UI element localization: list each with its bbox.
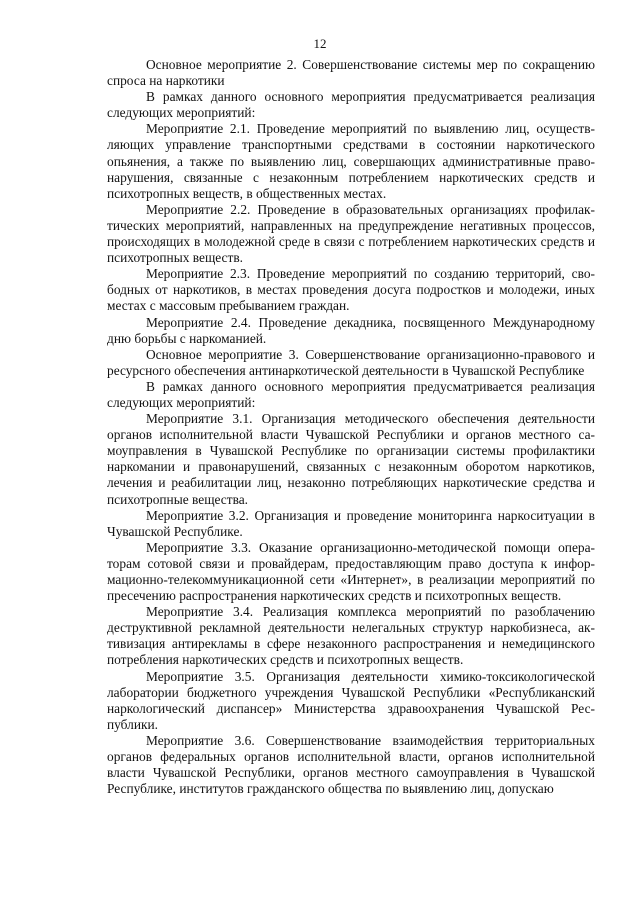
paragraph-event-2-1: Мероприятие 2.1. Проведение мероприятий по выявлению лиц, осуществляющих управление транспортными средствами в состоянии наркотического опьянения, а также по выявлению лиц, совершающих административные правонарушения, связанные с незаконным потреблением наркотических средств и психотропных веществ, в общественных местах. — [107, 121, 595, 201]
paragraph-event-3-6: Мероприятие 3.6. Совершенствование взаимодействия территориальных органов федеральных органов исполнительной власти, органов исполнительной власти Чувашской Республики, органов местного самоуправления в Чувашской Республике, институтов гражданского общества по выявлению лиц, допускаю — [107, 732, 595, 797]
paragraph-event-3-1: Мероприятие 3.1. Организация методического обеспечения деятельности органов исполнительной власти Чувашской Республики и органов местного самоуправления в Чувашской Республике по организации системы профилактики наркомании и правонарушений, связанных с незаконным оборотом наркотиков, лечения и реабилитации лиц, незаконно потребляющих наркотические средства и психотропные вещества. — [107, 411, 595, 507]
paragraph-event-3-2: Мероприятие 3.2. Организация и проведение мониторинга наркоситуации в Чувашской Республике. — [107, 507, 595, 539]
page-number: 12 — [313, 36, 327, 51]
paragraph-main-event-2: Основное мероприятие 2. Совершенствование системы мер по сокращению спроса на наркотики — [107, 57, 595, 89]
paragraph-main-event-2-intro: В рамках данного основного мероприятия предусматривается реализация следующих мероприятий: — [107, 89, 595, 121]
paragraph-event-3-3: Мероприятие 3.3. Оказание организационно-методической помощи операторам сотовой связи и провайдерам, предоставляющим право доступа к информационно-телекоммуникационной сети «Интернет», в реализации мероприятий по пресечению распространения наркотических средств и психотропных веществ. — [107, 539, 595, 604]
document-body — [107, 57, 595, 797]
paragraph-main-event-3-intro: В рамках данного основного мероприятия предусматривается реализация следующих мероприятий: — [107, 378, 595, 410]
paragraph-event-2-4: Мероприятие 2.4. Проведение декадника, посвященного Международному дню борьбы с наркоманией. — [107, 314, 595, 346]
paragraph-event-3-5: Мероприятие 3.5. Организация деятельности химико-токсикологической лаборатории бюджетного учреждения Чувашской Республики «Республиканский наркологический диспансер» Министерства здравоохранения Чувашской Республики. — [107, 668, 595, 732]
paragraph-event-2-3: Мероприятие 2.3. Проведение мероприятий по созданию территорий, свободных от наркотиков, в местах проведения досуга подростков и молодежи, иных местах с массовым пребыванием граждан. — [107, 266, 595, 314]
paragraph-event-2-2: Мероприятие 2.2. Проведение в образовательных организациях профилактических мероприятий, направленных на предупреждение негативных процессов, происходящих в молодежной среде в связи с потреблением наркотических средств и психотропных веществ. — [107, 201, 595, 266]
paragraph-event-3-4: Мероприятие 3.4. Реализация комплекса мероприятий по разоблачению деструктивной рекламной деятельности нелегальных структур наркобизнеса, активизация антирекламы в сфере незаконного распространения и немедицинского потребления наркотических средств и психотропных веществ. — [107, 604, 595, 668]
paragraph-main-event-3: Основное мероприятие 3. Совершенствование организационно-правового и ресурсного обеспечения антинаркотической деятельности в Чувашской Республике — [107, 346, 595, 378]
